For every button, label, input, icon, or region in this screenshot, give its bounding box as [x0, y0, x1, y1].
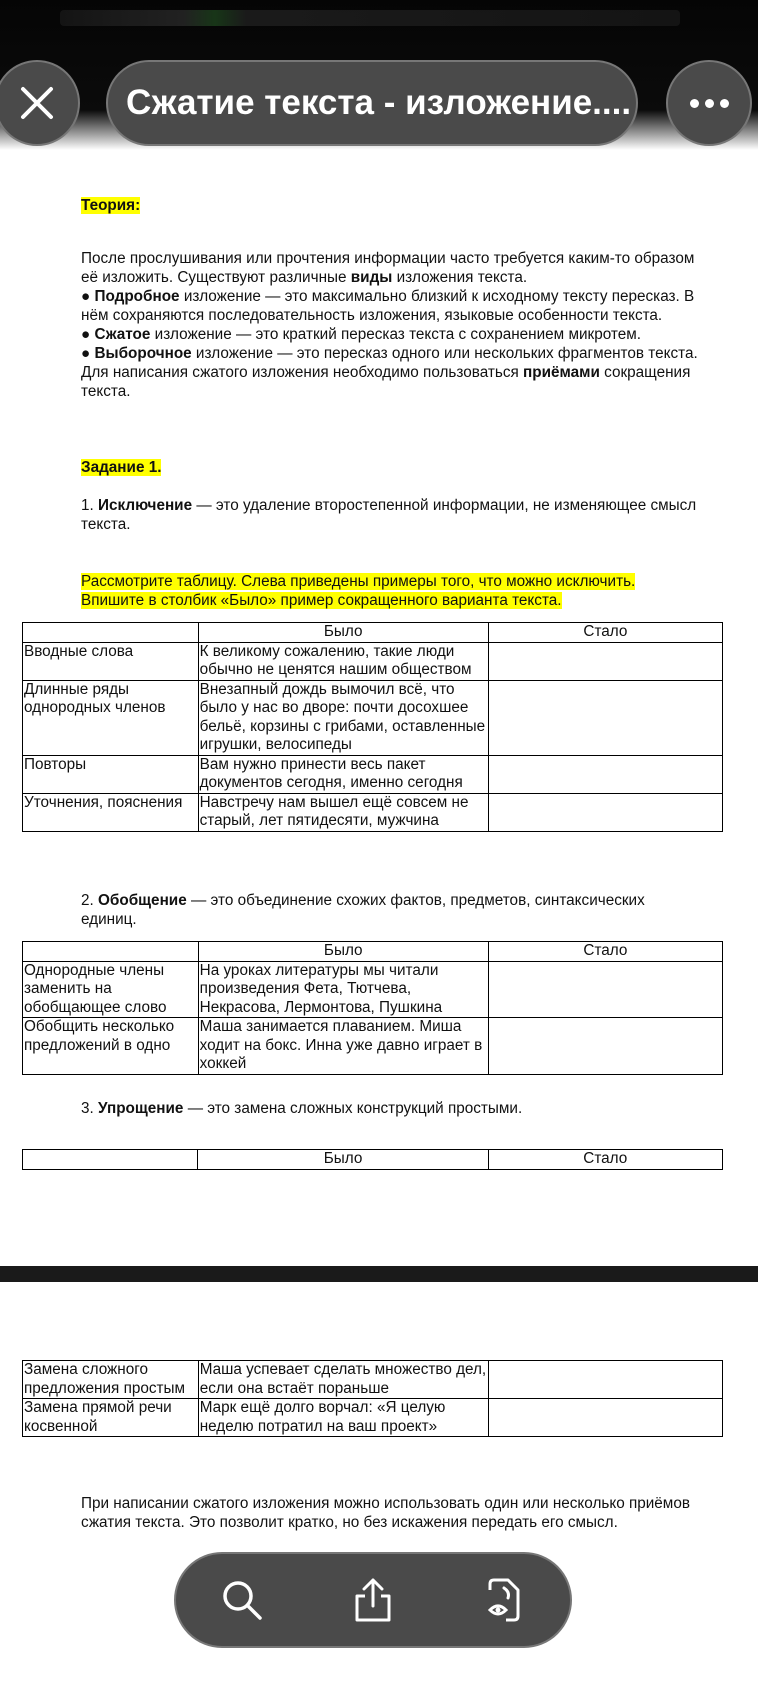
- share-icon: [351, 1576, 395, 1624]
- row-after-cell: [488, 755, 722, 793]
- table-row: [23, 793, 723, 831]
- simplification-table: [22, 1360, 723, 1437]
- status-bar-blur: [60, 10, 680, 26]
- row-before-cell: Вам нужно принести весь пакет документов сегодня, именно сегодня: [198, 755, 488, 793]
- row-after-cell: [488, 1399, 722, 1437]
- table-row: [23, 1361, 723, 1399]
- bottom-toolbar: [174, 1552, 572, 1648]
- row-type-cell: Замена прямой речи косвенной: [23, 1399, 199, 1437]
- row-before-cell: Навстречу нам вышел ещё совсем не старый, лет пятидесяти, мужчина: [198, 793, 488, 831]
- exclusion-table: [22, 622, 723, 832]
- table-row: [23, 642, 723, 680]
- task-instruction: Рассмотрите таблицу. Слева приведены примеры того, что можно исключить. Впишите в столбик «Было» пример сокращенного варианта текста.: [81, 573, 636, 609]
- more-dots-icon: [690, 99, 729, 108]
- final-note: При написании сжатого изложения можно использовать один или несколько приёмов сжатия текста. Это позволит кратко, но без искажения передать его смысл.: [81, 1495, 690, 1531]
- table-header-row: [23, 942, 723, 962]
- row-after-cell: [488, 793, 722, 831]
- row-type-cell: Длинные ряды однородных членов: [23, 680, 199, 755]
- row-before-cell: Маша успевает сделать множество дел, если она встаёт пораньше: [198, 1361, 488, 1399]
- section-generalization: 2. Обобщение — это объединение схожих фактов, предметов, синтаксических единиц.: [81, 892, 645, 928]
- visual-lookup-button[interactable]: [474, 1570, 534, 1630]
- row-after-cell: [488, 1018, 722, 1075]
- column-header-after: Стало: [488, 942, 722, 962]
- table-header-row: [23, 623, 723, 643]
- row-before-cell: Маша занимается плаванием. Миша ходит на бокс. Инна уже давно играет в хоккей: [198, 1018, 488, 1075]
- table-header-row: [23, 1150, 723, 1170]
- row-type-cell: Вводные слова: [23, 642, 199, 680]
- document-title-button[interactable]: [106, 60, 638, 146]
- row-before-cell: Марк ещё долго ворчал: «Я целую неделю потратил на ваш проект»: [198, 1399, 488, 1437]
- row-after-cell: [488, 1361, 722, 1399]
- row-type-cell: Замена сложного предложения простым: [23, 1361, 199, 1399]
- row-after-cell: [488, 961, 722, 1018]
- row-before-cell: К великому сожалению, такие люди обычно не ценятся нашим обществом: [198, 642, 488, 680]
- row-after-cell: [488, 642, 722, 680]
- table-row: [23, 755, 723, 793]
- section-simplification: 3. Упрощение — это замена сложных конструкций простыми.: [81, 1100, 523, 1117]
- row-type-cell: Обобщить несколько предложений в одно: [23, 1018, 199, 1075]
- table-row: [23, 961, 723, 1018]
- column-header-after: Стало: [488, 623, 722, 643]
- row-after-cell: [488, 680, 722, 755]
- search-button[interactable]: [212, 1570, 272, 1630]
- column-header-after: Стало: [488, 1150, 722, 1170]
- table-row: [23, 1018, 723, 1075]
- row-type-cell: Повторы: [23, 755, 199, 793]
- theory-heading: Теория:: [81, 197, 141, 214]
- visual-lookup-icon: [482, 1576, 526, 1624]
- share-button[interactable]: [343, 1570, 403, 1630]
- close-button[interactable]: [0, 60, 80, 146]
- simplification-table-header: [22, 1149, 723, 1170]
- theory-intro: После прослушивания или прочтения информации часто требуется каким-то образом её изложить. Существуют различные виды изложения текста. ● Подробное изложение — это максимально близкий к исходному тексту пересказ. В нём сохраняются последовательность изложения, языковые особенности текста. ● Сжатое изложение — это краткий пересказ текста с сохранением микротем. ● Выборочное изложение — это пересказ одного или нескольких фрагментов текста. Для написания сжатого изложения необходимо пользоваться приёмами сокращения текста.: [81, 250, 698, 400]
- more-options-button[interactable]: [666, 60, 752, 146]
- document-title: Сжатие текста - изложение....: [126, 83, 632, 122]
- search-icon: [220, 1578, 264, 1622]
- table-row: [23, 1399, 723, 1437]
- column-header-before: Было: [198, 942, 488, 962]
- close-icon: [19, 85, 55, 121]
- section-exclusion: 1. Исключение — это удаление второстепенной информации, не изменяющее смысл текста.: [81, 497, 697, 533]
- table-row: [23, 680, 723, 755]
- column-header-before: Было: [198, 623, 488, 643]
- row-before-cell: На уроках литературы мы читали произведения Фета, Тютчева, Некрасова, Лермонтова, Пушкина: [198, 961, 488, 1018]
- task-heading: Задание 1.: [81, 459, 162, 476]
- row-before-cell: Внезапный дождь вымочил всё, что было у нас во дворе: почти досохшее бельё, корзины с грибами, оставленные игрушки, велосипеды: [198, 680, 488, 755]
- page-divider: [0, 1266, 758, 1282]
- column-header-before: Было: [198, 1150, 488, 1170]
- row-type-cell: Однородные члены заменить на обобщающее слово: [23, 961, 199, 1018]
- row-type-cell: Уточнения, пояснения: [23, 793, 199, 831]
- top-toolbar: [0, 0, 758, 150]
- generalization-table: [22, 941, 723, 1075]
